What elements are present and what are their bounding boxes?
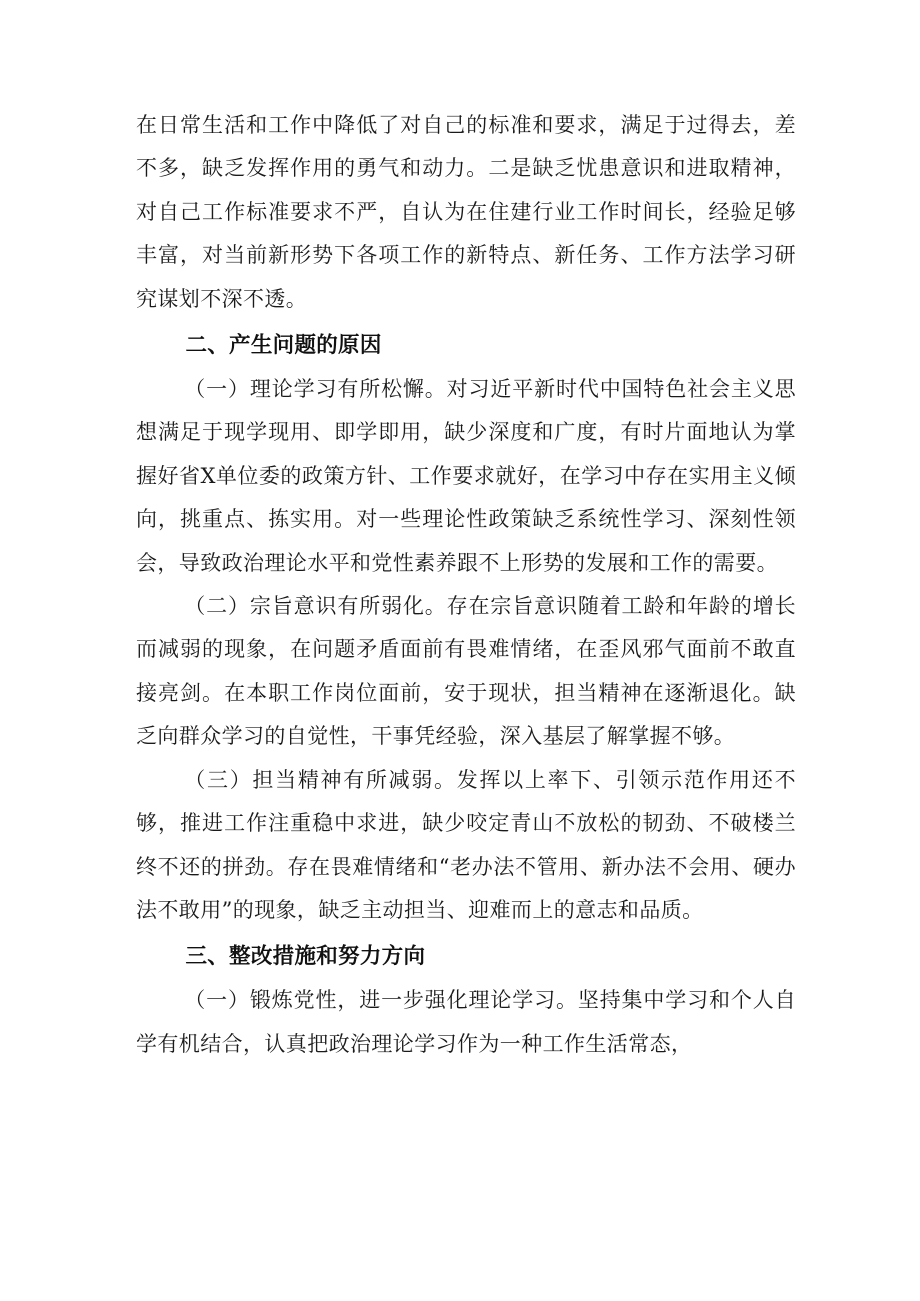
- section-heading-measures: 三、整改措施和努力方向: [185, 944, 426, 970]
- document-body: [136, 104, 796, 1066]
- paragraph-continuation: 在日常生活和工作中降低了对自己的标准和要求，满足于过得去，差不多，缺乏发挥作用的勇气和动力。二是缺乏忧患意识和进取精神，对自己工作标准要求不严，自认为在住建行业工作时间长，经验足够丰富，对当前新形势下各项工作的新特点、新任务、工作方法学习研究谋划不深不透。: [136, 113, 796, 311]
- paragraph-responsibility: （三）担当精神有所减弱。发挥以上率下、引领示范作用还不够，推进工作注重稳中求进，缺少咬定青山不放松的韧劲、不破楼兰终不还的拼劲。存在畏难情绪和“老办法不管用、新办法不会用、硬办法不敢用”的现象，缺乏主动担当、迎难而上的意志和品质。: [136, 767, 796, 922]
- section-heading-causes: 二、产生问题的原因: [185, 333, 382, 359]
- paragraph-purpose-awareness: （二）宗旨意识有所弱化。存在宗旨意识随着工龄和年龄的增长而减弱的现象，在问题矛盾面前有畏难情绪，在歪风邪气面前不敢直接亮剑。在本职工作岗位面前，安于现状，担当精神在逐渐退化。缺乏向群众学习的自觉性，干事凭经验，深入基层了解掌握不够。: [136, 594, 796, 749]
- paragraph-party-spirit: （一）锻炼党性，进一步强化理论学习。坚持集中学习和个人自学有机结合，认真把政治理论学习作为一种工作生活常态，: [136, 988, 796, 1056]
- paragraph-theory-study: （一）理论学习有所松懈。对习近平新时代中国特色社会主义思想满足于现学现用、即学即用，缺少深度和广度，有时片面地认为掌握好省X单位委的政策方针、工作要求就好，在学习中存在实用主义倾向，挑重点、拣实用。对一些理论性政策缺乏系统性学习、深刻性领会，导致政治理论水平和党性素养跟不上形势的发展和工作的需要。: [136, 377, 796, 575]
